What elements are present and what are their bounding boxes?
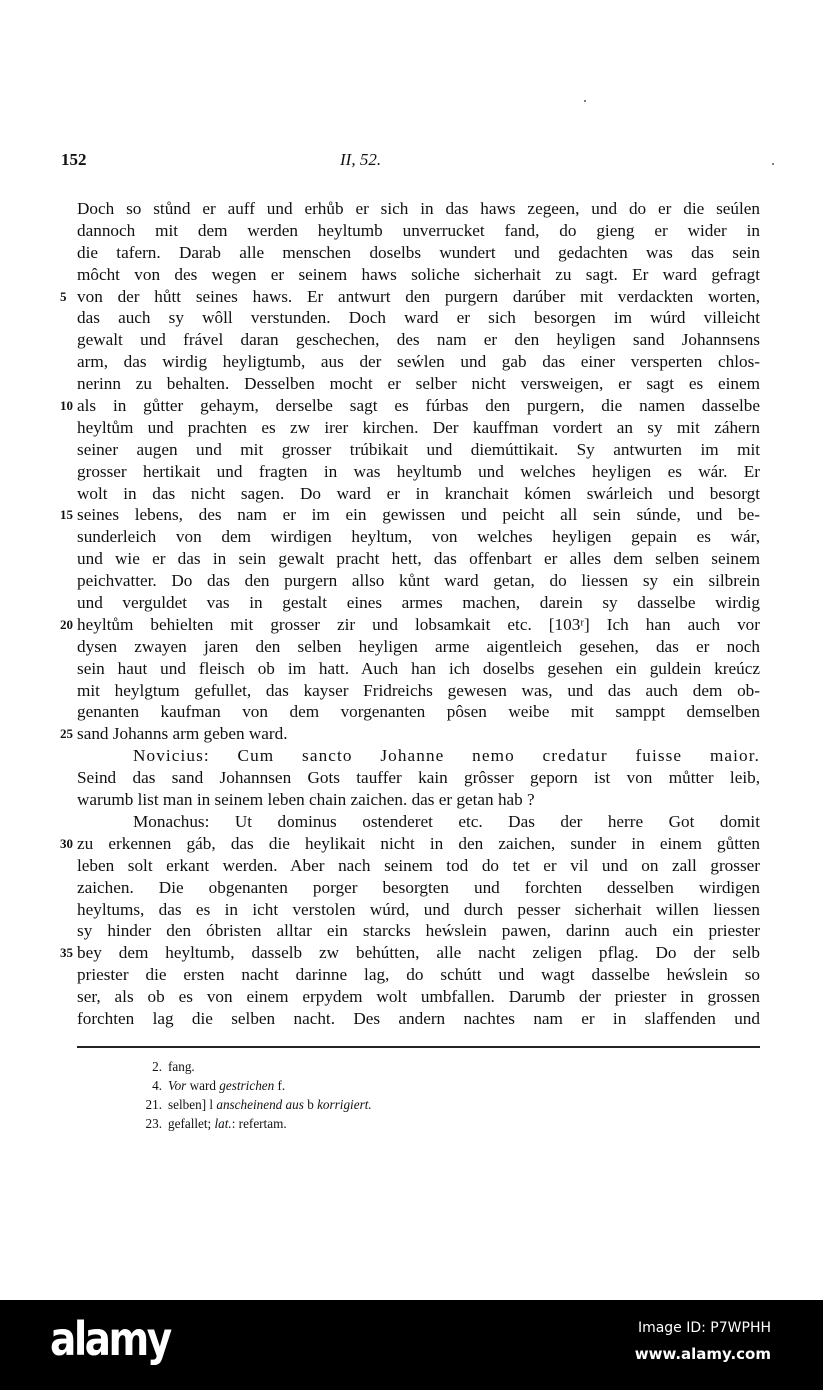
line-text: dysen zwayen jaren den selben heyligen arme aigentleich gesehen, das er noch (77, 636, 760, 656)
line-number: 20 (60, 616, 73, 632)
text-line (60, 833, 760, 855)
text-line (60, 942, 760, 964)
footnote-number: 2. (152, 1059, 162, 1074)
footnote (140, 1114, 372, 1133)
line-text: sy hinder den óbristen alltar ein starcks heẃslein pawen, darinn auch ein priester (77, 921, 760, 941)
text-line (60, 723, 760, 745)
footnote-text: anscheinend aus (216, 1097, 304, 1112)
text-line (77, 680, 760, 702)
line-text: als in gůtter gehaym, derselbe sagt es fúrbas den purgern, die namen dasselbe (77, 396, 760, 416)
line-text: zaichen. Die obgenanten porger besorgten und forchten desselben wirdigen (77, 877, 760, 897)
line-text: leben solt erkant werden. Aber nach seinem tod do tet er vil und on zall grosser (77, 855, 760, 875)
footnote (140, 1095, 372, 1114)
line-text: gewalt und frável daran geschechen, des nam er den heyligen sand Johannsens (77, 330, 760, 350)
footnote-text: gefallet; (168, 1116, 215, 1131)
text-line (77, 986, 760, 1008)
footnote-number: 21. (145, 1097, 162, 1112)
line-text: mit heylgtum gefullet, das kayser Fridreichs gewesen was, und das auch dem ob- (77, 680, 760, 700)
watermark-bar (0, 1300, 823, 1390)
footnote-text: : refertam. (231, 1116, 287, 1131)
line-text: Doch so stůnd er auff und erhůb er sich in das haws zegeen, und do er die seúlen (77, 199, 760, 218)
text-line (77, 658, 760, 680)
footnote (140, 1076, 372, 1095)
line-text: peichvatter. Do das den purgern allso kůnt ward getan, do liessen sy ein silbrein (77, 571, 760, 591)
page-number: 152 (61, 150, 87, 169)
text-line (77, 198, 760, 220)
text-line (77, 548, 760, 570)
line-text: heyltům behielten mit grosser zir und lobsamkait etc. [103ʳ] Ich han auch vor (77, 614, 760, 634)
text-line (77, 242, 760, 264)
footnote-text: lat. (214, 1116, 232, 1131)
alamy-logo: alamy (50, 1312, 170, 1366)
footnote (140, 1057, 372, 1076)
footnote-text: f. (274, 1078, 286, 1093)
line-text: seines lebens, des nam er im ein gewissen und peicht all sein súnde, und be- (77, 505, 760, 525)
line-number: 15 (60, 507, 73, 523)
text-line (77, 439, 760, 461)
line-text: genanten kaufman von dem vorgenanten pôsen weibe mit samppt demselben (77, 702, 760, 722)
text-line (60, 286, 760, 308)
text-line (77, 811, 760, 833)
line-text: sein haut und fleisch ob im hatt. Auch han ich doselbs gesehen ein guldein kreúcz (77, 658, 760, 678)
line-text: dannoch mit dem werden heyltumb unverrucket fand, do gieng er wider in (77, 220, 760, 240)
watermark-url: www.alamy.com (634, 1345, 771, 1363)
speck (584, 100, 586, 102)
text-line (77, 920, 760, 942)
line-text: Monachus: Ut dominus ostenderet etc. Das der herre Got domit (133, 811, 760, 831)
line-text: heyltům und prachten es zw irer kirchen. Der kauffman vordert an sy mit záhern (77, 417, 760, 437)
line-text: priester die ersten nacht darinne lag, do schútt und wagt dasselbe heẃslein so (77, 965, 760, 985)
line-text: Novicius: Cum sancto Johanne nemo credatur fuisse maior. (133, 746, 760, 766)
line-text: von der hůtt seines haws. Er antwurt den purgern darúber mit verdackten worten, (77, 286, 760, 306)
line-text: zu erkennen gáb, das die heylikait nicht in den zaichen, sunder in einem gůtten (77, 833, 760, 853)
text-line (60, 614, 760, 636)
text-line (77, 592, 760, 614)
line-text: bey dem heyltumb, dasselb zw behútten, alle nacht zeligen pflag. Do der selb (77, 943, 760, 963)
text-line (77, 417, 760, 439)
text-line (77, 1008, 760, 1030)
text-line (77, 855, 760, 877)
line-text: und wie er das in sein gewalt pracht hett, das offenbart er alles dem selben seinem (77, 549, 760, 569)
line-number: 5 (60, 288, 67, 304)
line-text: sand Johanns arm geben ward. (77, 724, 288, 744)
text-line (77, 899, 760, 921)
line-text: arm, das wirdig heyligtumb, aus der seẃlen und gab das einer versperten chlos- (77, 352, 760, 372)
line-text: wolt in das nicht sagen. Do ward er in kranchait kómen swárleich und besorgt (77, 483, 760, 503)
footnote-text: gestrichen (219, 1078, 275, 1093)
line-text: warumb list man in seinem leben chain zaichen. das er getan hab ? (77, 790, 535, 810)
image-id: Image ID: P7WPHH (637, 1320, 771, 1336)
line-text: ser, als ob es von einem erpydem wolt umbfallen. Darumb der priester in grossen (77, 987, 760, 1007)
footnote-text: selben] l (168, 1097, 217, 1112)
line-text: forchten lag die selben nacht. Des andern nachtes nam er in slaffenden und (77, 1008, 760, 1028)
footnote-rule (77, 1046, 760, 1048)
main-text (60, 198, 760, 1030)
text-line (77, 877, 760, 899)
footnote-text: Vor (168, 1078, 187, 1093)
footnote-text: b (303, 1097, 318, 1112)
text-line (77, 373, 760, 395)
text-line (77, 307, 760, 329)
footnote-number: 23. (145, 1116, 162, 1131)
footnote-number: 4. (152, 1078, 162, 1093)
footnotes (140, 1057, 372, 1133)
text-line (60, 395, 760, 417)
text-line (77, 767, 760, 789)
text-line (77, 570, 760, 592)
text-line (77, 636, 760, 658)
text-line (77, 329, 760, 351)
text-line (77, 461, 760, 483)
text-line (77, 351, 760, 373)
line-text: Seind das sand Johannsen Gots tauffer kain grôsser geporn ist von můtter leib, (77, 768, 760, 788)
line-number: 25 (60, 726, 73, 742)
footnote-text: ward (186, 1078, 220, 1093)
text-line (77, 264, 760, 286)
text-line (77, 526, 760, 548)
footnote-text: korrigiert. (317, 1097, 372, 1112)
text-line (60, 504, 760, 526)
line-text: und verguldet vas in gestalt eines armes machen, darein sy dasselbe wirdig (77, 593, 760, 613)
line-text: sunderleich von dem wirdigen heyltum, von welches heyligen gepain es wár, (77, 527, 760, 547)
text-line (77, 964, 760, 986)
text-line (77, 701, 760, 723)
text-line (77, 745, 760, 767)
line-text: heyltums, das es in icht verstolen wúrd, und durch pesser sicherhait willen liessen (77, 899, 760, 919)
line-number: 35 (60, 945, 73, 961)
speck (772, 163, 774, 165)
text-line (77, 220, 760, 242)
line-text: môcht von des wegen er seinem haws soliche sicherhait zu sagt. Er ward gefragt (77, 264, 760, 284)
text-line (77, 483, 760, 505)
line-text: grosser hertikait und fragten in was heyltumb und welches heyligen es wár. Er (77, 461, 760, 481)
footnote-text: fang. (168, 1059, 195, 1074)
line-number: 30 (60, 835, 73, 851)
text-line (77, 789, 760, 811)
line-number: 10 (60, 398, 73, 414)
line-text: die tafern. Darab alle menschen doselbs wundert und gedachten was das sein (77, 242, 760, 262)
line-text: das auch sy wôll verstunden. Doch ward er sich besorgen im wúrd villeicht (77, 308, 760, 328)
running-head: II, 52. (340, 150, 382, 169)
line-text: seiner augen und mit grosser trúbikait und diemúttikait. Sy antwurten im mit (77, 439, 760, 459)
line-text: nerinn zu behalten. Desselben mocht er selber nicht versweigen, er sagt es einem (77, 374, 760, 394)
